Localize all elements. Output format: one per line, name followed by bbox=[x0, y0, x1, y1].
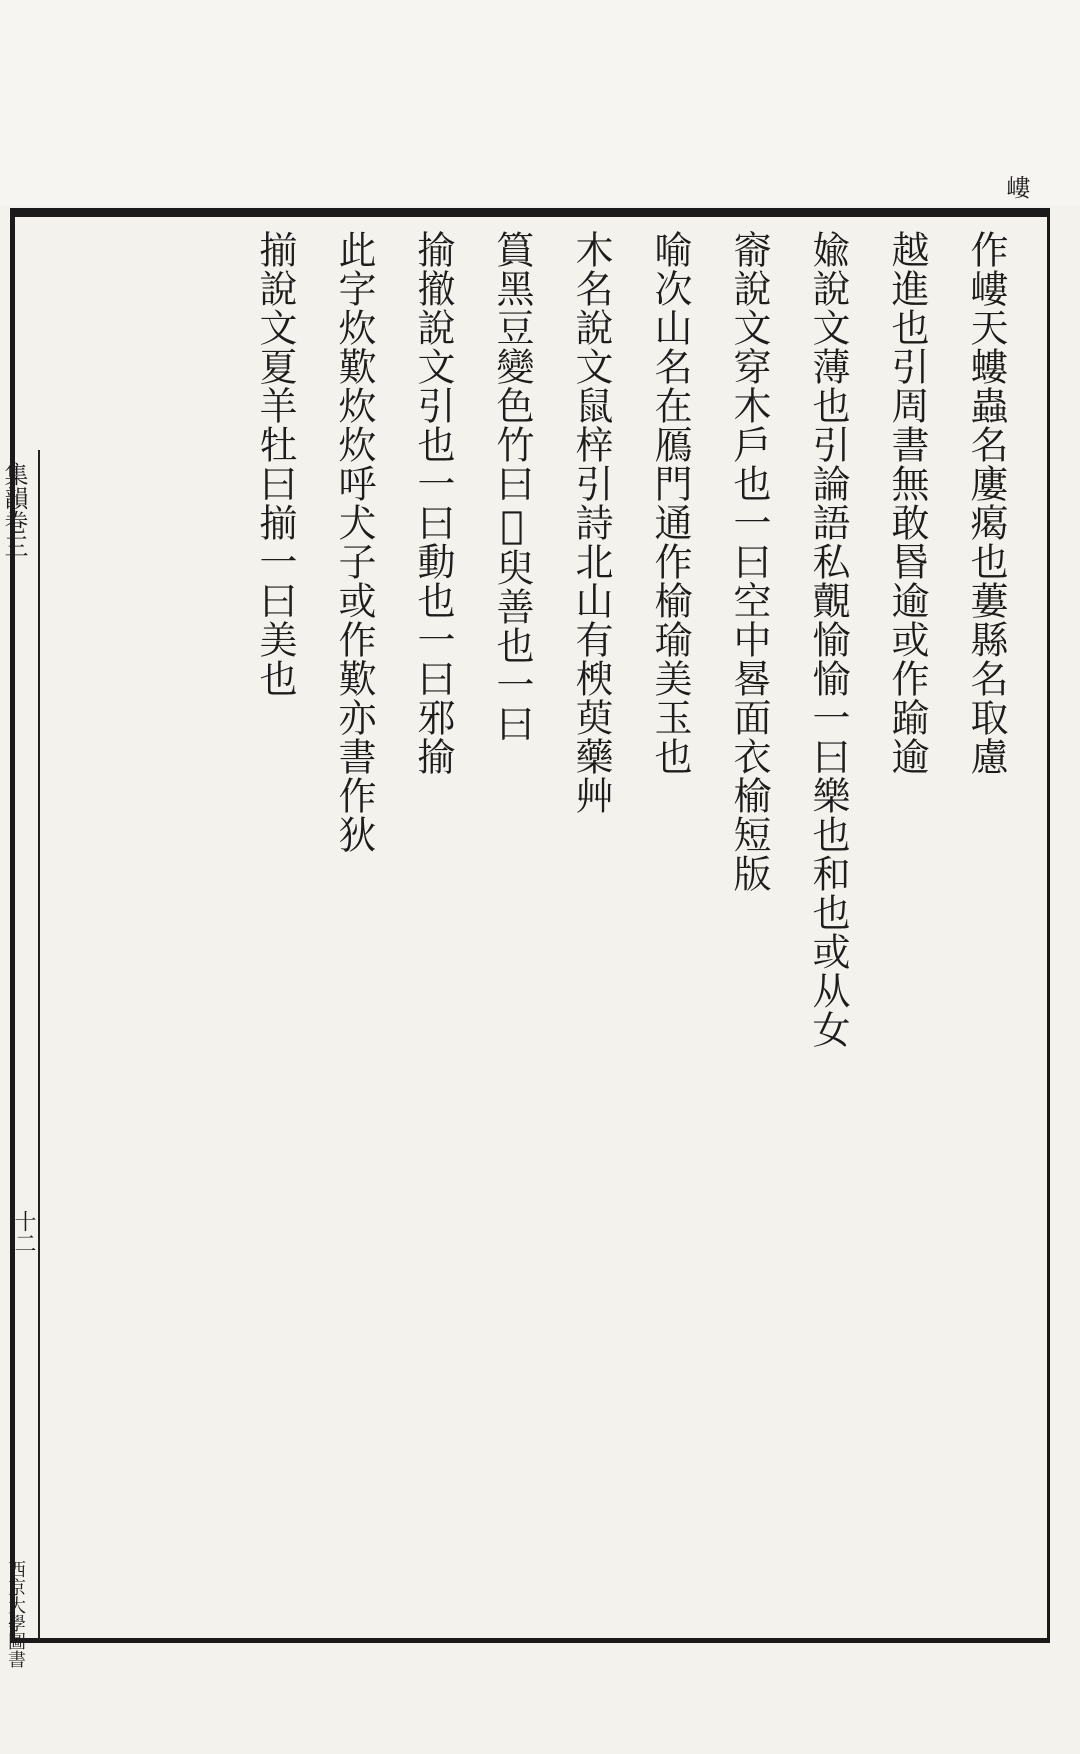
margin-strip bbox=[10, 450, 40, 1640]
text-column: 揃說文夏羊牡曰揃一曰美也 bbox=[253, 230, 297, 698]
margin-title: 集韻巻三 bbox=[0, 462, 28, 558]
text-column: 喻次山名在鴈門通作榆瑜美玉也 bbox=[648, 230, 692, 776]
header-character: 嶁 bbox=[1002, 175, 1030, 199]
top-blank-area bbox=[0, 0, 1080, 205]
text-column: 越進也引周書無敢昬逾或作踰逾 bbox=[885, 230, 929, 776]
text-columns bbox=[40, 230, 1025, 1635]
text-column: 窬說文穿木戶也一曰空中晷面衣榆短版 bbox=[727, 230, 771, 893]
library-seal: 西京大學圖書 bbox=[5, 1560, 26, 1668]
text-column: 此字炊歎炊炊呼犬子或作歎亦書作狄 bbox=[332, 230, 376, 854]
text-column: 篔黑豆變色竹曰𥷺臾善也一曰 bbox=[490, 230, 534, 743]
text-column: 作嶁天螻蟲名廔𤸎也蔞縣名取慮 bbox=[964, 230, 1008, 776]
text-column: 婾說文薄也引論語私覿愉愉一曰樂也和也或从女 bbox=[806, 230, 850, 1049]
text-column: 揄撤說文引也一曰動也一曰邪揄 bbox=[411, 230, 455, 776]
text-column: 木名說文鼠梓引詩北山有楰萸藥艸 bbox=[569, 230, 613, 815]
leaf-number: 十二 bbox=[11, 1210, 36, 1254]
